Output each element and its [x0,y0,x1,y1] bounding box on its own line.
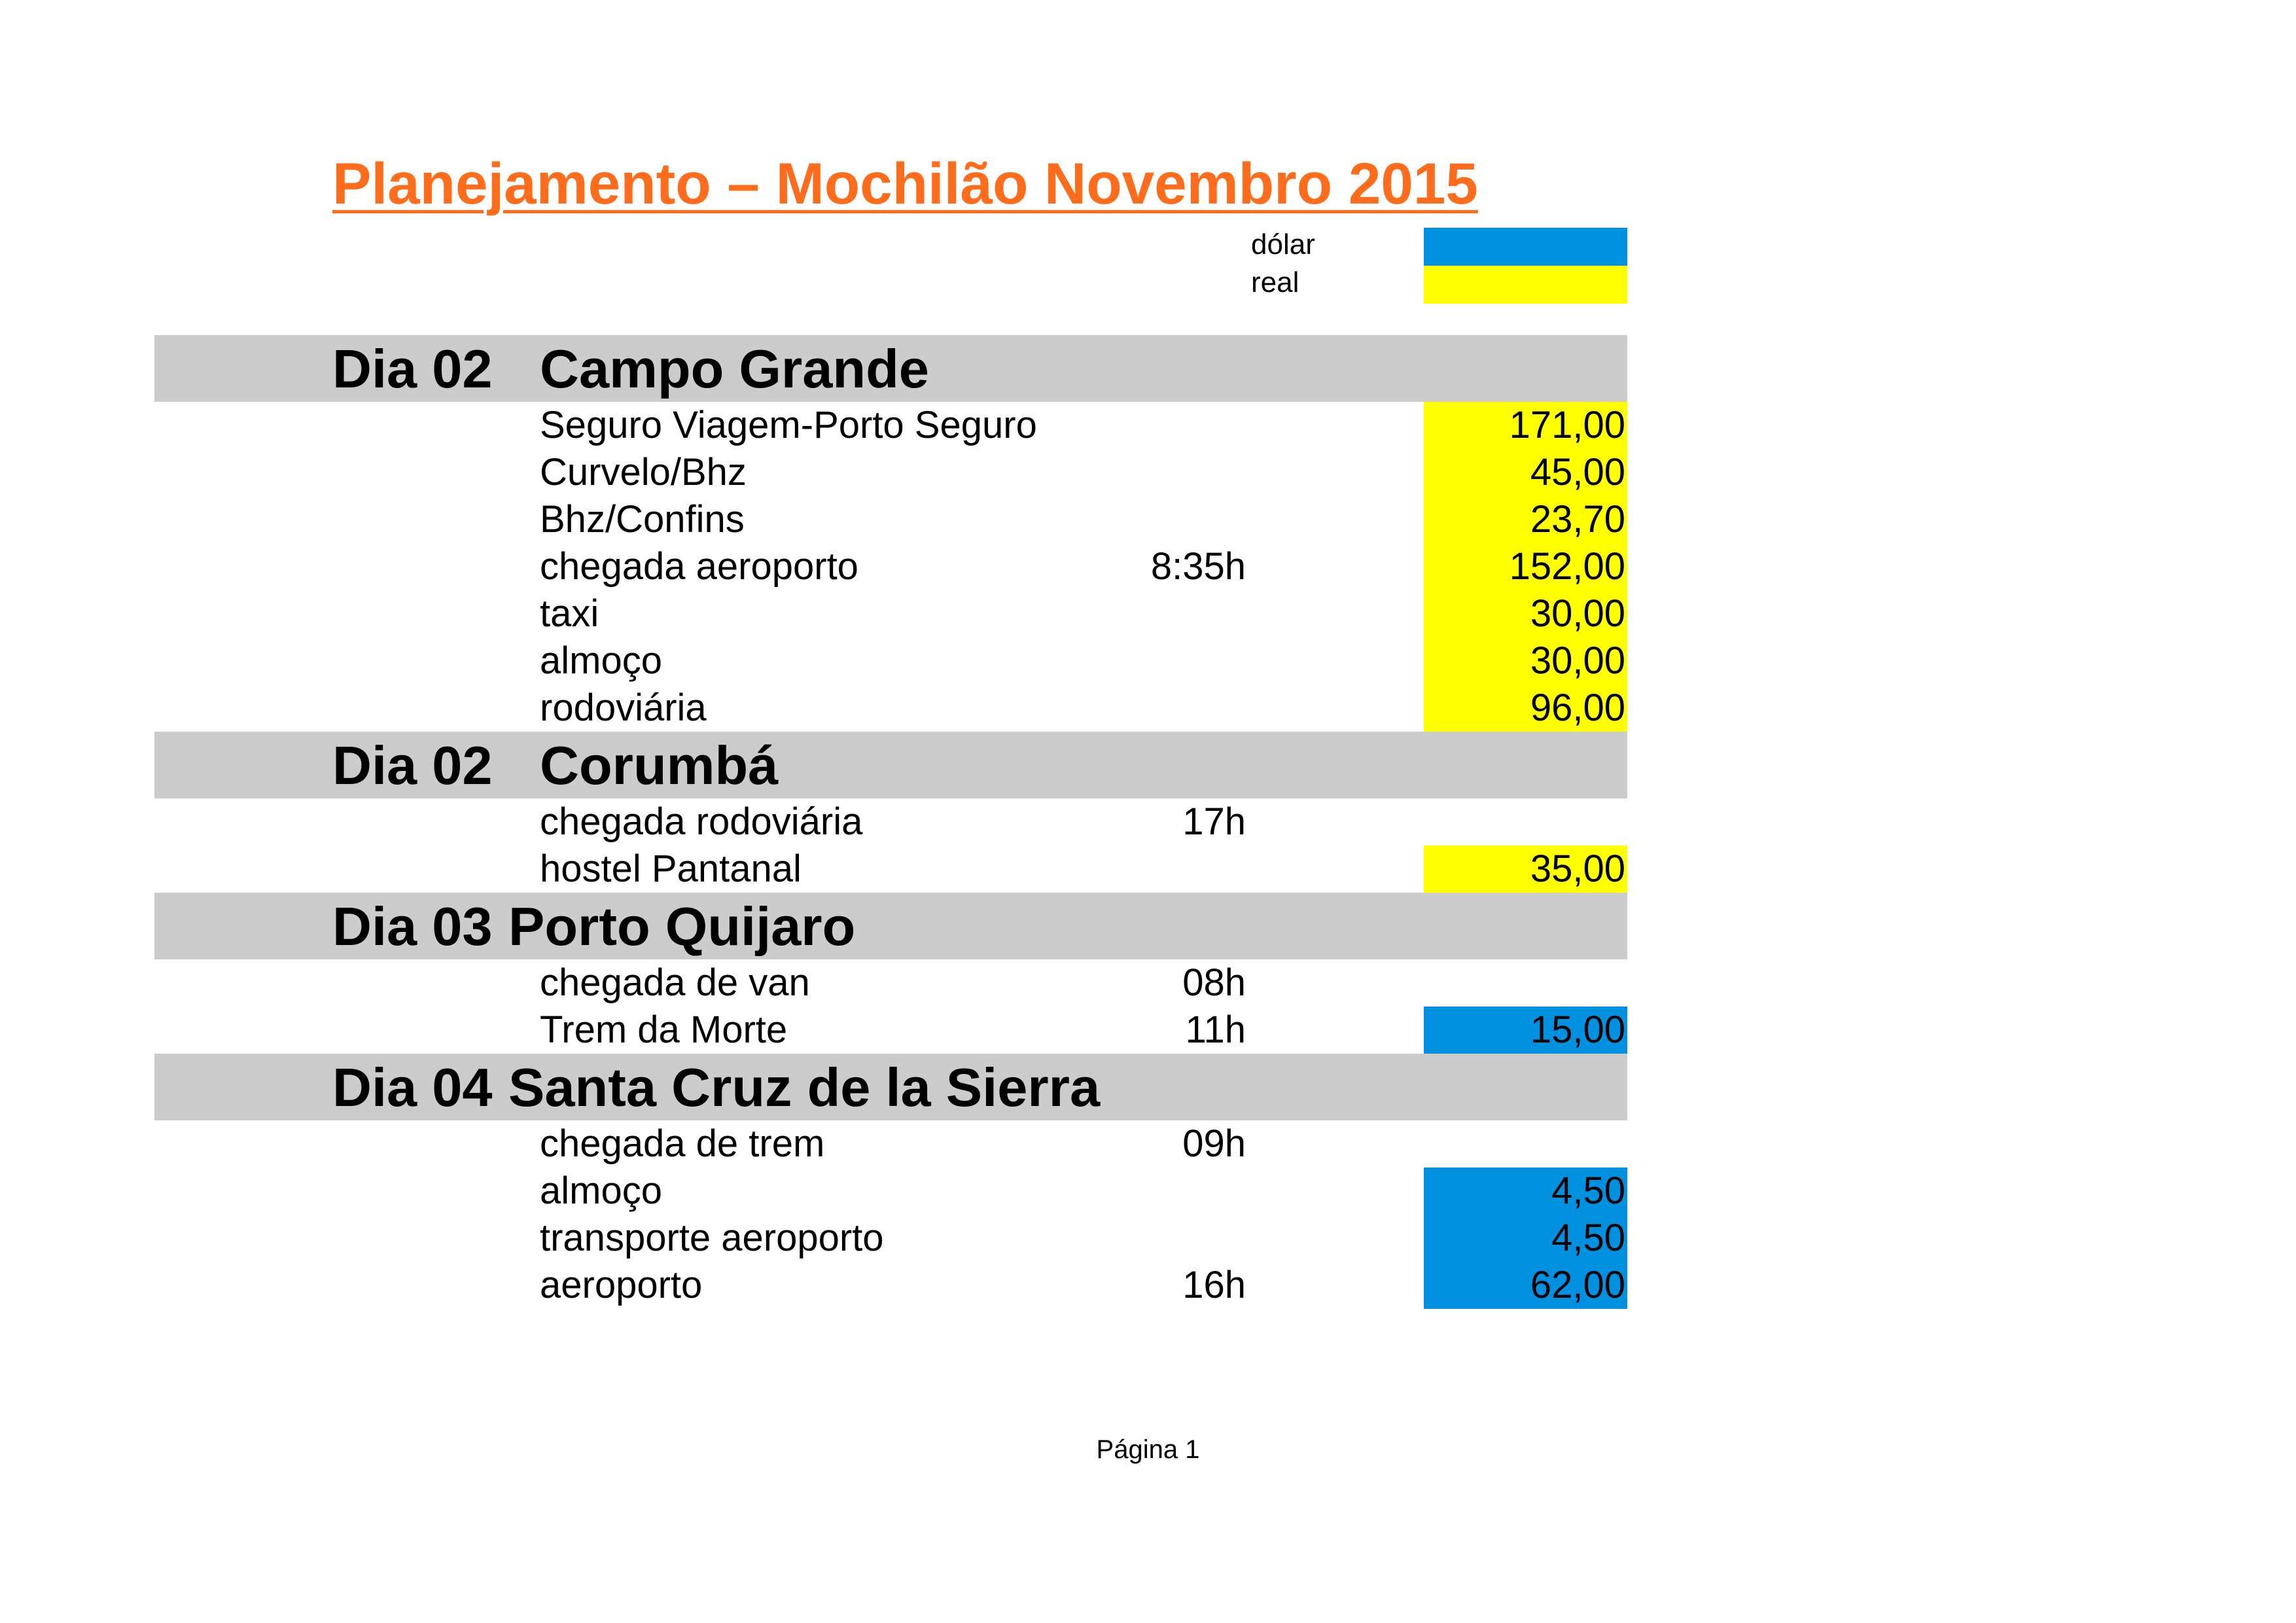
expense-row [0,590,2296,637]
legend-label-real: real [1251,266,1299,298]
itinerary-table [0,335,2296,1309]
expense-row [0,637,2296,685]
day-section-header [154,732,1627,798]
expense-label: almoço [540,639,662,682]
day-label: Dia 04 [332,1057,493,1118]
expense-row [0,402,2296,449]
expense-value: 152,00 [1424,543,1627,590]
place-name: Campo Grande [540,338,929,399]
place-name: Porto Quijaro [508,896,856,957]
expense-row [0,496,2296,543]
legend-swatch-real [1424,266,1627,304]
expense-value: 96,00 [1424,685,1627,732]
expense-row [0,685,2296,732]
day-label: Dia 03 [332,896,493,957]
page-number: Página 1 [1096,1435,1200,1464]
expense-row [0,1262,2296,1309]
expense-value: 35,00 [1424,846,1627,893]
place-name: Corumbá [540,735,779,796]
expense-time: 17h [1182,800,1246,843]
expense-value: 30,00 [1424,637,1627,685]
expense-label: almoço [540,1169,662,1212]
expense-label: chegada de trem [540,1122,825,1165]
expense-label: transporte aeroporto [540,1217,884,1259]
expense-label: chegada de van [540,961,810,1004]
expense-label: Bhz/Confins [540,498,745,541]
expense-time: 8:35h [1150,545,1246,588]
expense-row [0,1168,2296,1215]
expense-value: 171,00 [1424,402,1627,449]
day-label: Dia 02 [332,338,493,399]
day-section [0,732,2296,893]
day-label: Dia 02 [332,735,493,796]
expense-row [0,543,2296,590]
legend-label-dolar: dólar [1251,228,1315,260]
expense-time: 11h [1185,1008,1246,1051]
expense-value: 62,00 [1424,1262,1627,1309]
day-section-header [154,1054,1627,1120]
expense-time: 08h [1182,961,1246,1004]
page-title: Planejamento – Mochilão Novembro 2015 [332,151,1478,216]
day-section [0,1054,2296,1309]
expense-label: rodoviária [540,687,707,729]
expense-value: 23,70 [1424,496,1627,543]
expense-label: taxi [540,592,599,635]
expense-row [0,1007,2296,1054]
expense-label: Seguro Viagem-Porto Seguro [540,404,1037,446]
legend-swatch-dolar [1424,228,1627,266]
day-section-header [154,335,1627,402]
expense-value: 45,00 [1424,449,1627,496]
day-section [0,335,2296,732]
day-section [0,893,2296,1054]
expense-label: Curvelo/Bhz [540,451,747,493]
expense-row [0,798,2296,846]
day-section-header [154,893,1627,959]
expense-value: 15,00 [1424,1007,1627,1054]
expense-value: 4,50 [1424,1215,1627,1262]
expense-label: aeroporto [540,1264,703,1306]
expense-row [0,846,2296,893]
expense-label: hostel Pantanal [540,847,802,890]
expense-label: Trem da Morte [540,1008,788,1051]
expense-label: chegada aeroporto [540,545,858,588]
expense-row [0,1215,2296,1262]
expense-time: 09h [1182,1122,1246,1165]
expense-row [0,959,2296,1007]
place-name: Santa Cruz de la Sierra [508,1057,1101,1118]
expense-row [0,449,2296,496]
expense-row [0,1120,2296,1168]
expense-value: 4,50 [1424,1168,1627,1215]
expense-time: 16h [1182,1264,1246,1306]
expense-value: 30,00 [1424,590,1627,637]
expense-label: chegada rodoviária [540,800,863,843]
